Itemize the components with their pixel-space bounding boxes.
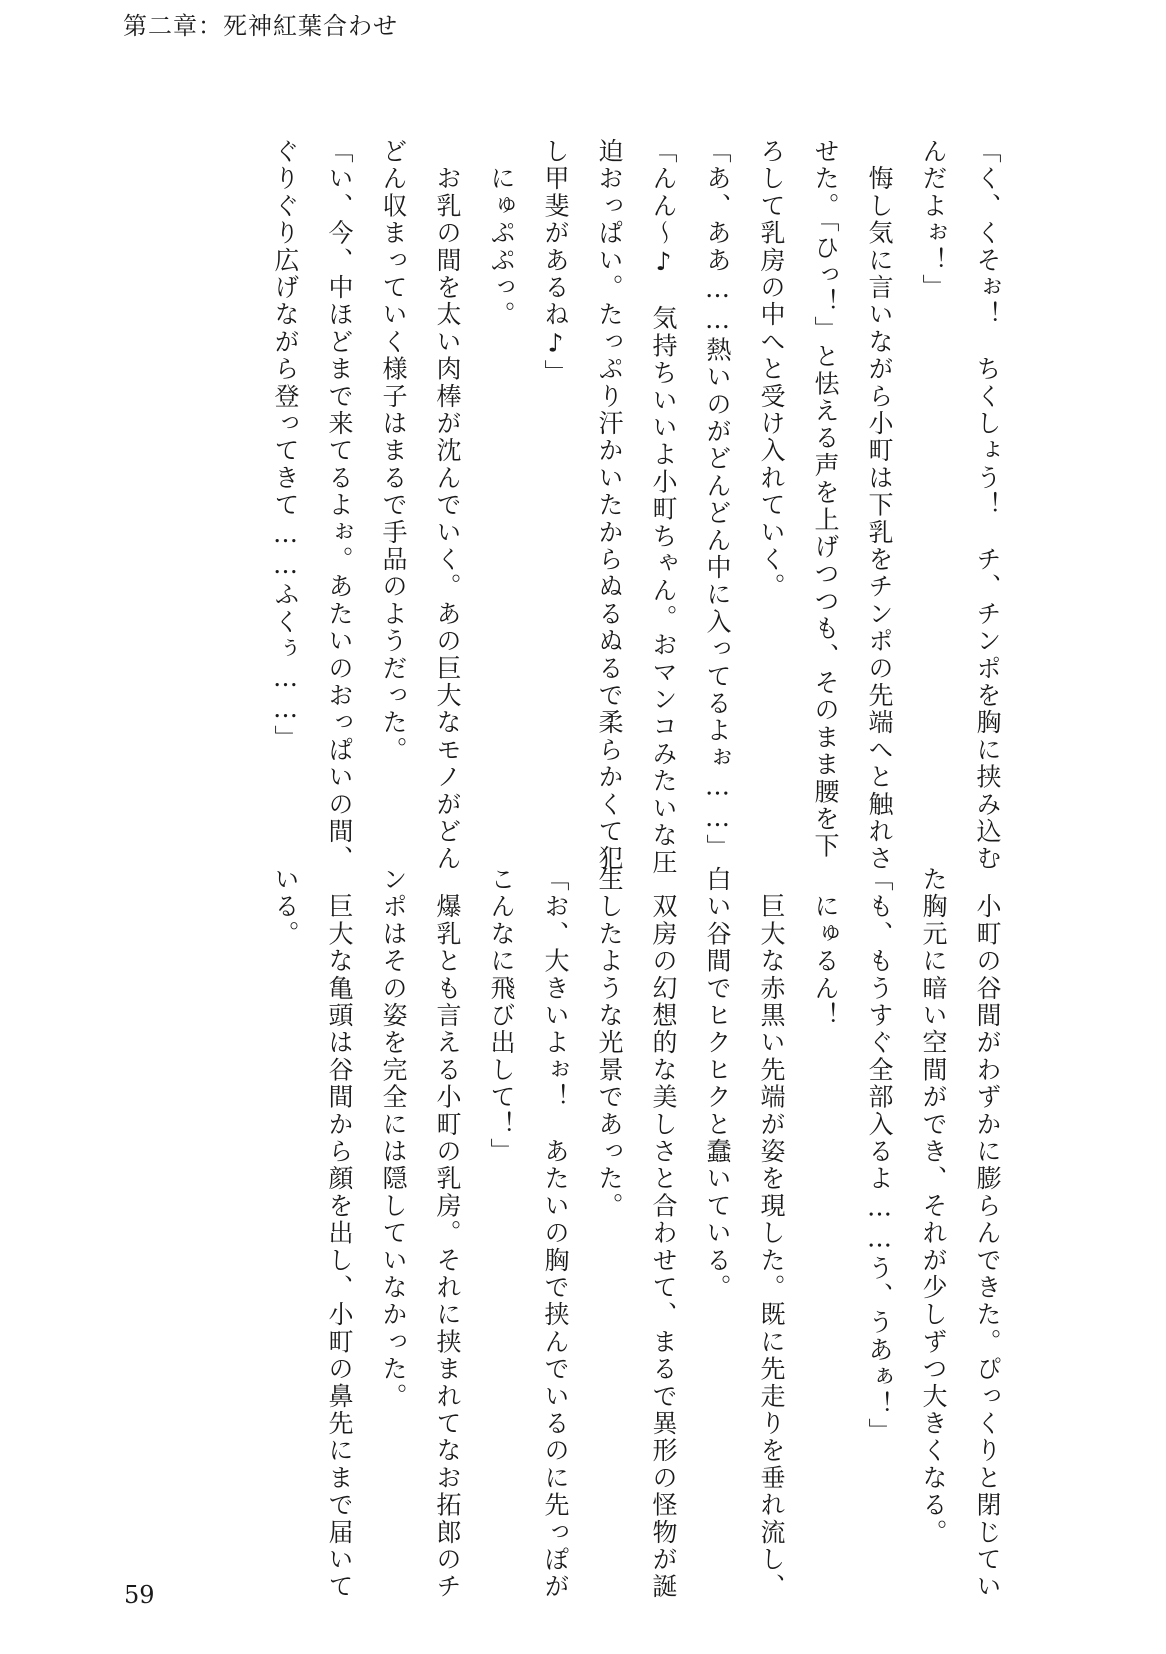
text-line: 「お、大きいよぉ！ あたいの胸で挟んでいるのに先っぽが (541, 866, 570, 1601)
text-line: 迫おっぱい。たっぷり汗かいたからぬるぬるで柔らかくて犯 (595, 138, 624, 873)
text-line: ぐりぐり広げながら登ってきて……ふくぅ……」 (271, 138, 300, 753)
text-line: 悔し気に言いながら小町は下乳をチンポの先端へと触れさ (865, 138, 894, 873)
text-line: 双房の幻想的な美しさと合わせて、まるで異形の怪物が誕 (649, 866, 678, 1601)
text-line: ろして乳房の中へと受け入れていく。 (757, 138, 786, 601)
text-line: んだよぉ！」 (919, 138, 948, 302)
text-line: せた。「ひっ！」と怯える声を上げつつも、そのまま腰を下 (811, 138, 840, 860)
text-line: こんなに飛び出して！」 (487, 866, 516, 1166)
text-line: いる。 (271, 866, 300, 948)
text-line: にゅぷぷっ。 (487, 138, 516, 329)
text-line: た胸元に暗い空間ができ、それが少しずつ大きくなる。 (919, 866, 948, 1546)
text-line: 巨大な亀頭は谷間から顔を出し、小町の鼻先にまで届いて (325, 866, 354, 1601)
text-line: 「も、もうすぐ全部入るよ……う、うあぁ！」 (865, 866, 894, 1446)
text-line: 「く、くそぉ！ ちくしょう！ チ、チンポを胸に挟み込む (973, 138, 1002, 873)
text-line: 生したような光景であった。 (595, 866, 624, 1220)
text-line: 白い谷間でヒクヒクと蠢いている。 (703, 866, 732, 1302)
text-block-bottom (170, 866, 1002, 1601)
text-line: 爆乳とも言える小町の乳房。それに挟まれてなお拓郎のチ (433, 866, 462, 1601)
page-number: 59 (124, 1581, 155, 1609)
text-line: し甲斐があるね♪」 (541, 138, 570, 387)
text-line: にゅるん！ (811, 866, 840, 1030)
text-block-top (170, 138, 1002, 877)
text-line: 「い、今、中ほどまで来てるよぉ。あたいのおっぱいの間、 (325, 138, 354, 873)
text-line: どん収まっていく様子はまるで手品のようだった。 (379, 138, 408, 764)
text-line: 「あ、ああ……熱いのがどんどん中に入ってるよぉ……」 (703, 138, 732, 862)
text-line: 小町の谷間がわずかに膨らんできた。ぴっくりと閉じてい (973, 866, 1002, 1601)
text-line: 「んん〜♪ 気持ちいいよ小町ちゃん。おマンコみたいな圧 (649, 138, 678, 877)
chapter-header: 第二章：死神紅葉合わせ (123, 12, 398, 40)
text-line: ンポはその姿を完全には隠していなかった。 (379, 866, 408, 1410)
text-line: お乳の間を太い肉棒が沈んでいく。あの巨大なモノがどん (433, 138, 462, 873)
text-line: 巨大な赤黒い先端が姿を現した。既に先走りを垂れ流し、 (757, 866, 786, 1601)
